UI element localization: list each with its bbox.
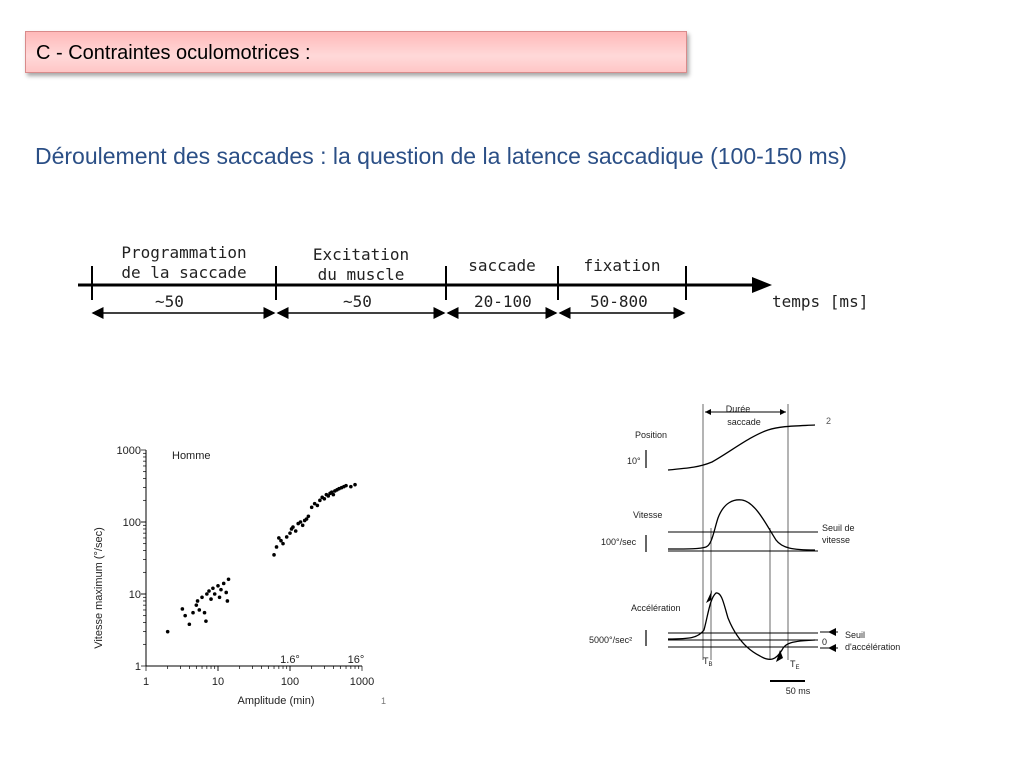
scatter-title: Homme [172,450,211,462]
phase-programmation-label: Programmation de la saccade [121,243,247,282]
y-tick-label: 1000 [116,445,141,457]
position-trace [668,425,815,470]
scatter-annotation: 1.6° [280,654,300,666]
phase-saccade-label: saccade [468,256,536,275]
zero-label: 0 [822,637,828,647]
phase-fixation-label: fixation [583,256,661,275]
acceleration-label: Accélération [631,603,681,613]
section-title: C - Contraintes oculomotrices : [36,42,311,64]
slide-subtitle: Déroulement des saccades : la question de la latence saccadique (100-150 ms) [35,143,847,169]
acceleration-scale-label: 5000°/sec² [589,635,633,645]
phase-duration: ~50 [155,292,184,311]
phase-duration: 50-800 [590,292,648,311]
x-tick-label: 1000 [349,676,375,688]
duration-label-1: Durée [725,404,751,414]
y-tick-label: 1 [134,661,141,673]
te-label: $T_E$ [790,659,800,671]
seuil-acceleration-label-1: Seuil [845,630,866,640]
profile-footnote: 2 [826,416,832,426]
position-label: Position [635,430,668,440]
vitesse-label: Vitesse [633,510,663,520]
phase-excitation-label: Excitation du muscle [312,245,410,284]
vitesse-trace [668,500,815,550]
scatter-ylabel: Vitesse maximum (°/sec) [93,527,105,649]
x-tick-label: 10 [211,676,225,688]
position-scale-label: 10° [627,456,641,466]
tb-label: $T_B$ [703,656,713,668]
y-tick-label: 10 [128,589,141,601]
scatter-xlabel: Amplitude (min) [237,695,315,707]
seuil-vitesse-label-1: Seuil de [822,523,855,533]
timeline-axis-label: temps [ms] [772,292,869,311]
scatter-footnote: 1 [381,696,387,706]
x-tick-label: 100 [280,676,300,688]
y-tick-label: 100 [122,517,141,529]
x-tick-label: 1 [142,676,150,688]
phase-duration: ~50 [343,292,372,311]
seuil-vitesse-label-2: vitesse [822,535,851,545]
phase-duration: 20-100 [474,292,532,311]
duration-label-2: saccade [727,417,761,427]
seuil-acceleration-label-2: d'accélération [845,642,901,652]
vitesse-scale-label: 100°/sec [601,537,637,547]
acceleration-trace [668,593,815,659]
time-scale-label: 50 ms [785,686,811,696]
scatter-annotation: 16° [347,654,365,666]
